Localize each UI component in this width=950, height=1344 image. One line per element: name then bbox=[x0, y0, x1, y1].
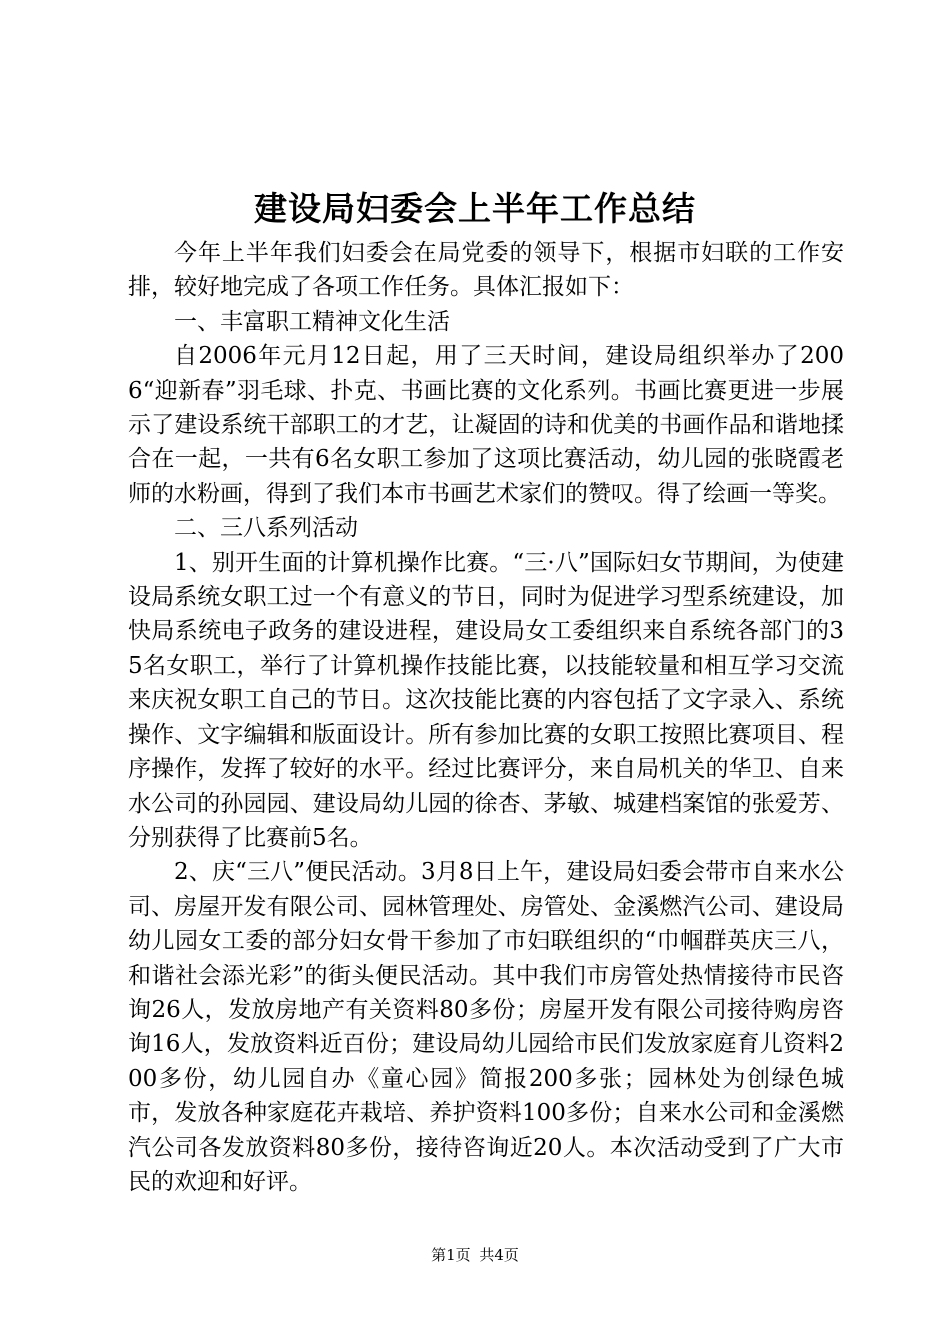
paragraph-service-activity: 2、庆“三八”便民活动。3月8日上午，建设局妇委会带市自来水公司、房屋开发有限公司、园林管理处、房管处、金溪燃汽公司、建设局幼儿园女工委的部分妇女骨干参加了市妇联组织的“巾帼群英庆三八，和谐社会添光彩”的街头便民活动。其中我们市房管处热情接待市民咨询26人，发放房地产有关资料80多份；房屋开发有限公司接待购房咨询16人，发放资料近百份；建设局幼儿园给市民们发放家庭育儿资料200多份，幼儿园自办《童心园》简报200多张；园林处为创绿色城市，发放各种家庭花卉栽培、养护资料100多份；自来水公司和金溪燃汽公司各发放资料80多份，接待咨询近20人。本次活动受到了广大市民的欢迎和好评。 bbox=[128, 859, 844, 1195]
document-title: 建设局妇委会上半年工作总结 bbox=[254, 189, 696, 228]
document-body bbox=[128, 236, 844, 1199]
section-heading-1: 一、丰富职工精神文化生活 bbox=[174, 308, 450, 335]
section-heading-2: 二、三八系列活动 bbox=[174, 515, 358, 542]
paragraph-intro: 今年上半年我们妇委会在局党委的领导下，根据市妇联的工作安排，较好地完成了各项工作任务。具体汇报如下： bbox=[128, 240, 844, 301]
paragraph-culture: 自2006年元月12日起，用了三天时间，建设局组织举办了2006“迎新春”羽毛球、扑克、书画比赛的文化系列。书画比赛更进一步展示了建设系统干部职工的才艺，让凝固的诗和优美的书画作品和谐地揉合在一起，一共有6名女职工参加了这项比赛活动，幼儿园的张晓霞老师的水粉画，得到了我们本市书画艺术家们的赞叹。得了绘画一等奖。 bbox=[128, 343, 844, 507]
page-footer bbox=[0, 1243, 950, 1267]
page-total: 共4页 bbox=[479, 1246, 519, 1264]
paragraph-computer-contest: 1、别开生面的计算机操作比赛。“三·八”国际妇女节期间，为使建设局系统女职工过一个有意义的节日，同时为促进学习型系统建设，加快局系统电子政务的建设进程，建设局女工委组织来自系统各部门的35名女职工，举行了计算机操作技能比赛，以技能较量和相互学习交流来庆祝女职工自己的节日。这次技能比赛的内容包括了文字录入、系统操作、文字编辑和版面设计。所有参加比赛的女职工按照比赛项目、程序操作，发挥了较好的水平。经过比赛评分，来自局机关的华卫、自来水公司的孙园园、建设局幼儿园的徐杏、茅敏、城建档案馆的张爱芳、分别获得了比赛前5名。 bbox=[128, 549, 844, 851]
page-number: 第1页 bbox=[431, 1246, 471, 1264]
